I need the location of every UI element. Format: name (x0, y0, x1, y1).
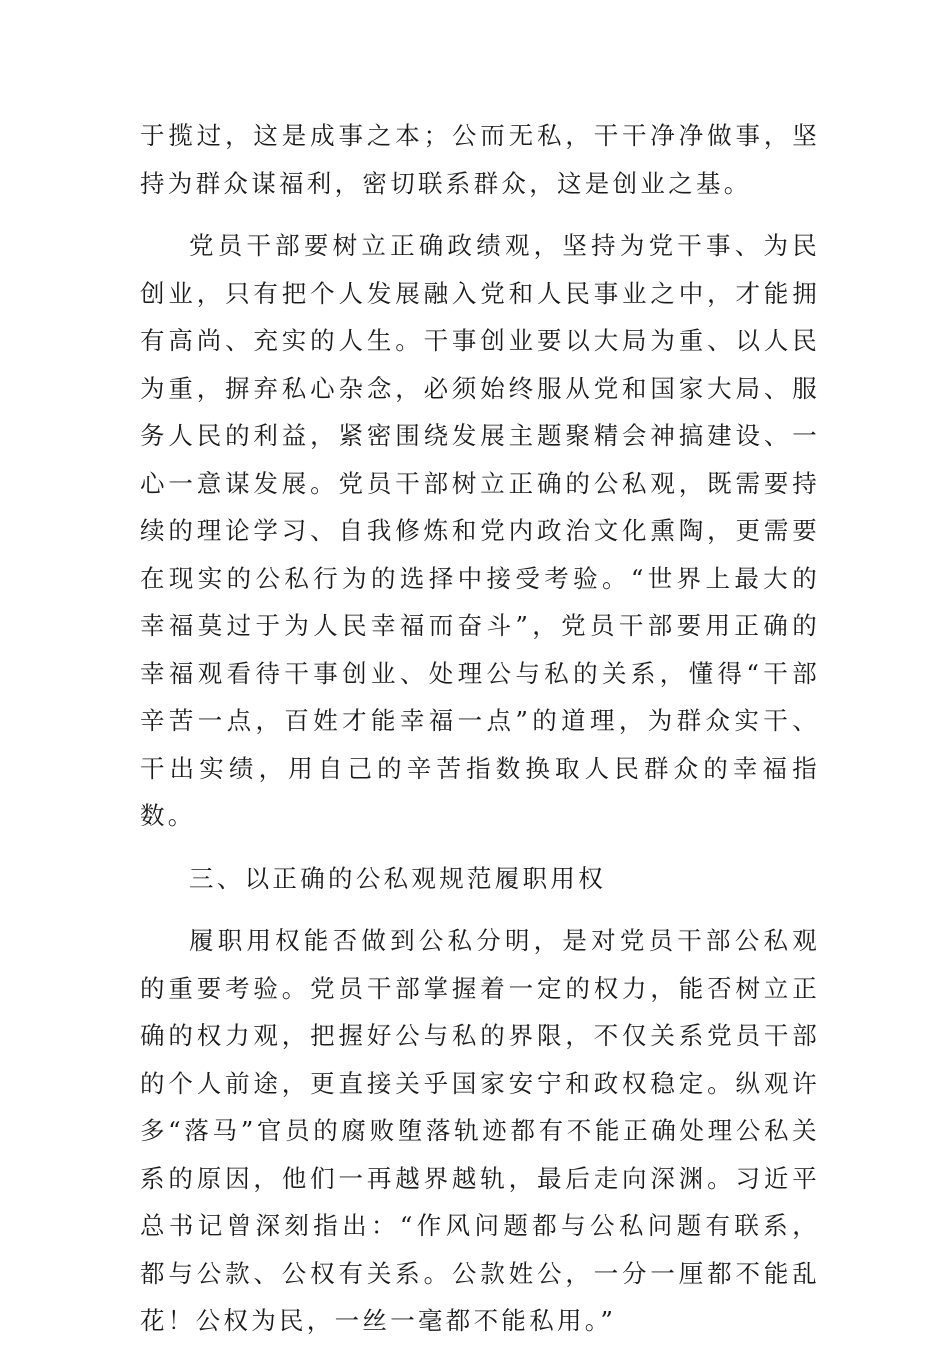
section-heading-3: 三、以正确的公私观规范履职用权 (189, 863, 606, 893)
paragraph-continuation: 于揽过，这是成事之本；公而无私，干干净净做事，坚持为群众谋福利，密切联系群众，这是创业之基。 (140, 121, 820, 198)
paragraph-power-use: 履职用权能否做到公私分明，是对党员干部公私观的重要考验。党员干部掌握着一定的权力，能否树立正确的权力观，把握好公与私的界限，不仅关系党员干部的个人前途，更直接关乎国家安宁和政权稳定。纵观许多“落马”官员的腐败堕落轨迹都有不能正确处理公私关系的原因，他们一再越界越轨，最后走向深渊。习近平总书记曾深刻指出：“作风问题都与公私问题有联系，都与公款、公权有关系。公款姓公，一分一厘都不能乱花！公权为民，一丝一毫都不能私用。” (140, 926, 820, 1335)
document-page (140, 112, 820, 1360)
paragraph-achievement-view: 党员干部要树立正确政绩观，坚持为党干事、为民创业，只有把个人发展融入党和人民事业之中，才能拥有高尚、充实的人生。干事创业要以大局为重、以人民为重，摒弃私心杂念，必须始终服从党和国家大局、服务人民的利益，紧密围绕发展主题聚精会神搞建设、一心一意谋发展。党员干部树立正确的公私观，既需要持续的理论学习、自我修炼和党内政治文化熏陶，更需要在现实的公私行为的选择中接受考验。“世界上最大的幸福莫过于为人民幸福而奋斗”，党员干部要用正确的幸福观看待干事创业、处理公与私的关系，懂得“干部辛苦一点，百姓才能幸福一点”的道理，为群众实干、干出实绩，用自己的辛苦指数换取人民群众的幸福指数。 (140, 231, 820, 830)
